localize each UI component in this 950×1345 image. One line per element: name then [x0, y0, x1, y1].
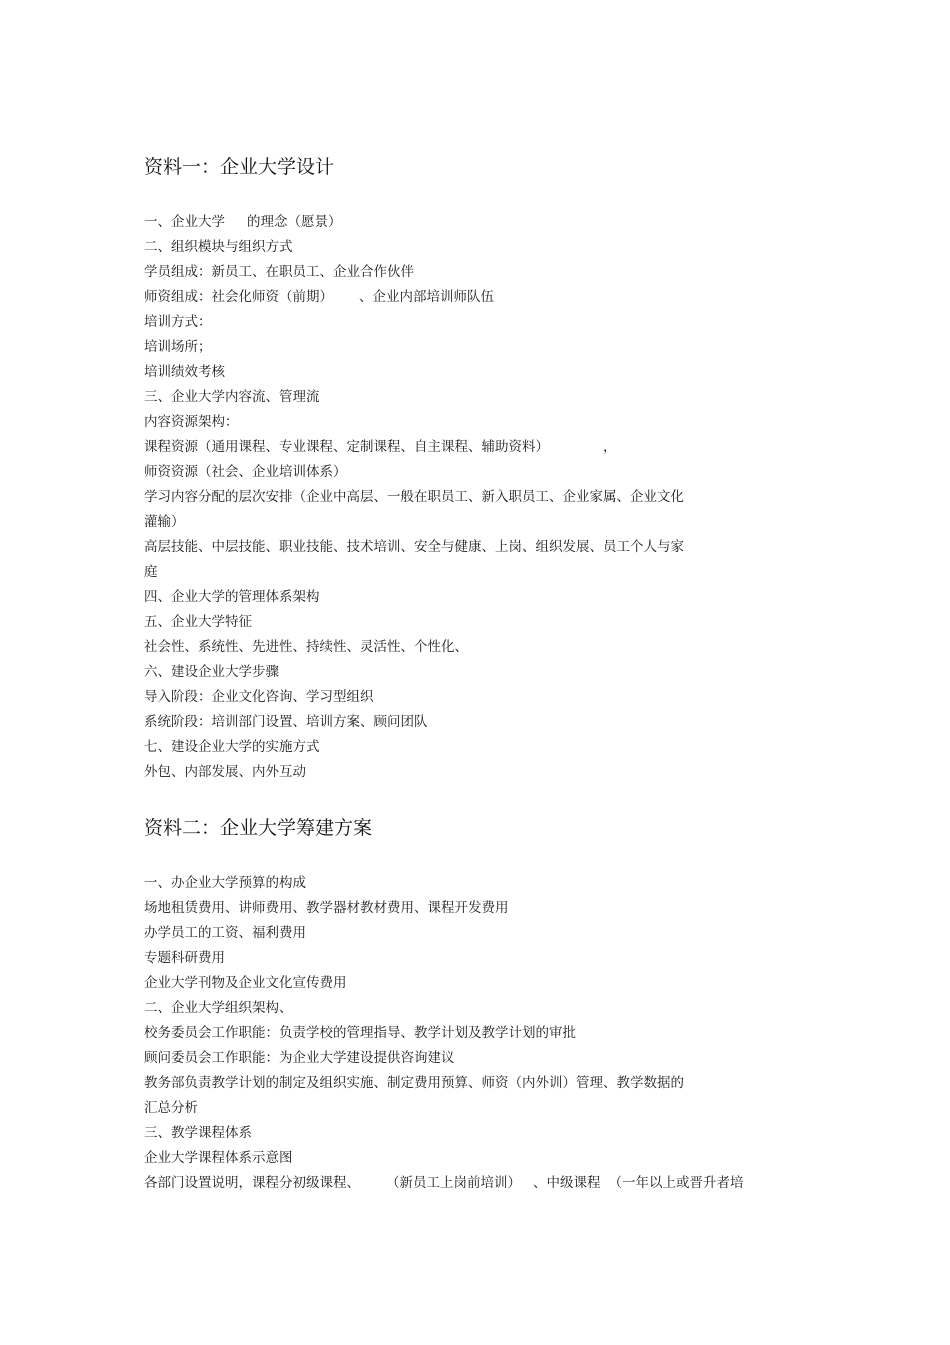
line-1-21: 七、建设企业大学的实施方式: [144, 739, 320, 755]
line-1-4: 培训方式：: [144, 314, 212, 330]
line-1-19: 导入阶段：企业文化咨询、学习型组织: [144, 689, 374, 705]
line-2-5: 二、企业大学组织架构、: [144, 1000, 293, 1016]
line-1-7: 三、企业大学内容流、管理流: [144, 389, 320, 405]
line-1-18: 六、建设企业大学步骤: [144, 664, 279, 680]
document-content: [144, 150, 804, 1196]
line-2-10: 三、教学课程体系: [144, 1125, 252, 1141]
section-title-2: 资料二：企业大学筹建方案: [144, 817, 373, 839]
line-1-3: 师资组成：社会化师资（前期） 、企业内部培训师队伍: [144, 289, 494, 305]
line-1-0: 一、企业大学 的理念（愿景）: [144, 214, 342, 230]
line-2-3: 专题科研费用: [144, 950, 225, 966]
line-1-17: 社会性、系统性、先进性、持续性、灵活性、个性化、: [144, 639, 468, 655]
line-1-12: 灌输）: [144, 514, 185, 530]
line-2-0: 一、办企业大学预算的构成: [144, 875, 306, 891]
line-2-11: 企业大学课程体系示意图: [144, 1150, 293, 1166]
line-1-16: 五、企业大学特征: [144, 614, 252, 630]
line-2-12: 各部门设置说明，课程分初级课程、 （新员工上岗前培训） 、中级课程 （一年以上或晋升者培: [144, 1175, 744, 1191]
line-1-5: 培训场所；: [144, 339, 212, 355]
section-title-1: 资料一：企业大学设计: [144, 156, 335, 178]
line-1-15: 四、企业大学的管理体系架构: [144, 589, 320, 605]
line-2-7: 顾问委员会工作职能：为企业大学建设提供咨询建议: [144, 1050, 455, 1066]
line-1-10: 师资资源（社会、企业培训体系）: [144, 464, 347, 480]
line-2-4: 企业大学刊物及企业文化宣传费用: [144, 975, 347, 991]
line-1-9: 课程资源（通用课程、专业课程、定制课程、自主课程、辅助资料） ，: [144, 439, 617, 455]
line-1-8: 内容资源架构：: [144, 414, 239, 430]
line-1-22: 外包、内部发展、内外互动: [144, 764, 306, 780]
line-2-1: 场地租赁费用、讲师费用、教学器材教材费用、课程开发费用: [144, 900, 509, 916]
line-2-8: 教务部负责教学计划的制定及组织实施、制定费用预算、师资（内外训）管理、教学数据的: [144, 1075, 684, 1091]
line-1-2: 学员组成：新员工、在职员工、企业合作伙伴: [144, 264, 414, 280]
line-2-9: 汇总分析: [144, 1100, 198, 1116]
line-2-2: 办学员工的工资、福利费用: [144, 925, 306, 941]
line-1-14: 庭: [144, 564, 158, 580]
line-2-6: 校务委员会工作职能：负责学校的管理指导、教学计划及教学计划的审批: [144, 1025, 576, 1041]
line-1-13: 高层技能、中层技能、职业技能、技术培训、安全与健康、上岗、组织发展、员工个人与家: [144, 539, 684, 555]
line-1-1: 二、组织模块与组织方式: [144, 239, 293, 255]
line-1-20: 系统阶段：培训部门设置、培训方案、顾问团队: [144, 714, 428, 730]
line-1-11: 学习内容分配的层次安排（企业中高层、一般在职员工、新入职员工、企业家属、企业文化: [144, 489, 684, 505]
line-1-6: 培训绩效考核: [144, 364, 225, 380]
